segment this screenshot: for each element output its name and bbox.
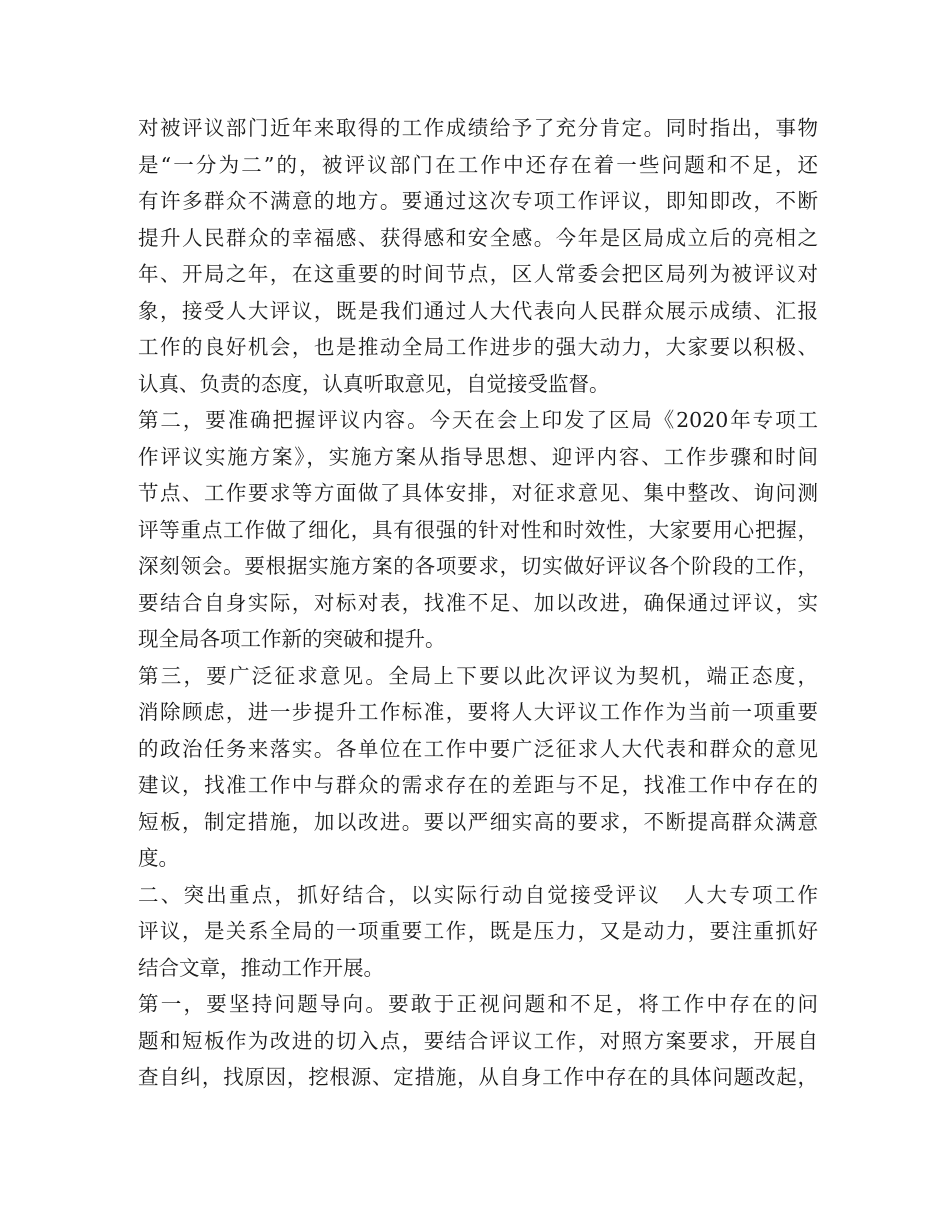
text-line: 对被评议部门近年来取得的工作成绩给予了充分肯定。同时指出，事物	[138, 116, 818, 140]
text-line: 第三，要广泛征求意见。全局上下要以此次评议为契机，端正态度，	[138, 663, 818, 688]
text-line: 深刻领会。要根据实施方案的各项要求，切实做好评议各个阶段的工作，	[138, 554, 818, 578]
body-text	[138, 110, 818, 1096]
text-line: 的政治任务来落实。各单位在工作中要广泛征求人大代表和群众的意见	[138, 736, 818, 761]
text-line: 第二，要准确把握评议内容。今天在会上印发了区局《2020年专项工	[138, 408, 818, 432]
text-line: 工作的良好机会，也是推动全局工作进步的强大动力，大家要以积极、	[138, 335, 818, 359]
text-line: 二、突出重点，抓好结合，以实际行动自觉接受评议 人大专项工作	[138, 882, 818, 907]
text-line: 现全局各项工作新的突破和提升。	[138, 627, 446, 651]
text-line: 查自纠，找原因，挖根源、定措施，从自身工作中存在的具体问题改起，	[138, 1065, 818, 1089]
text-line: 年、开局之年，在这重要的时间节点，区人常委会把区局列为被评议对	[138, 262, 818, 286]
text-line: 是“一分为二”的，被评议部门在工作中还存在着一些问题和不足，还	[138, 152, 818, 177]
text-line: 认真、负责的态度，认真听取意见，自觉接受监督。	[138, 371, 610, 396]
text-line: 评等重点工作做了细化，具有很强的针对性和时效性，大家要用心把握，	[138, 517, 818, 542]
text-line: 有许多群众不满意的地方。要通过这次专项工作评议，即知即改，不断	[138, 189, 818, 213]
text-line: 消除顾虑，进一步提升工作标准，要将人大评议工作作为当前一项重要	[138, 700, 818, 724]
text-line: 建议，找准工作中与群众的需求存在的差距与不足，找准工作中存在的	[138, 773, 818, 797]
text-line: 作评议实施方案》，实施方案从指导思想、迎评内容、工作步骤和时间	[138, 444, 818, 469]
text-line: 象，接受人大评议，既是我们通过人大代表向人民群众展示成绩、汇报	[138, 298, 818, 323]
text-line: 第一，要坚持问题导向。要敢于正视问题和不足，将工作中存在的问	[138, 992, 818, 1016]
text-line: 短板，制定措施，加以改进。要以严细实高的要求，不断提高群众满意	[138, 809, 818, 834]
text-line: 题和短板作为改进的切入点，要结合评议工作，对照方案要求，开展自	[138, 1028, 818, 1053]
text-line: 节点、工作要求等方面做了具体安排，对征求意见、集中整改、询问测	[138, 481, 818, 505]
text-line: 评议，是关系全局的一项重要工作，既是压力，又是动力，要注重抓好	[138, 919, 818, 943]
text-line: 要结合自身实际，对标对表，找准不足、加以改进，确保通过评议，实	[138, 590, 818, 615]
text-line: 结合文章，推动工作开展。	[138, 955, 384, 980]
text-line: 提升人民群众的幸福感、获得感和安全感。今年是区局成立后的亮相之	[138, 225, 818, 250]
text-line: 度。	[138, 846, 179, 870]
